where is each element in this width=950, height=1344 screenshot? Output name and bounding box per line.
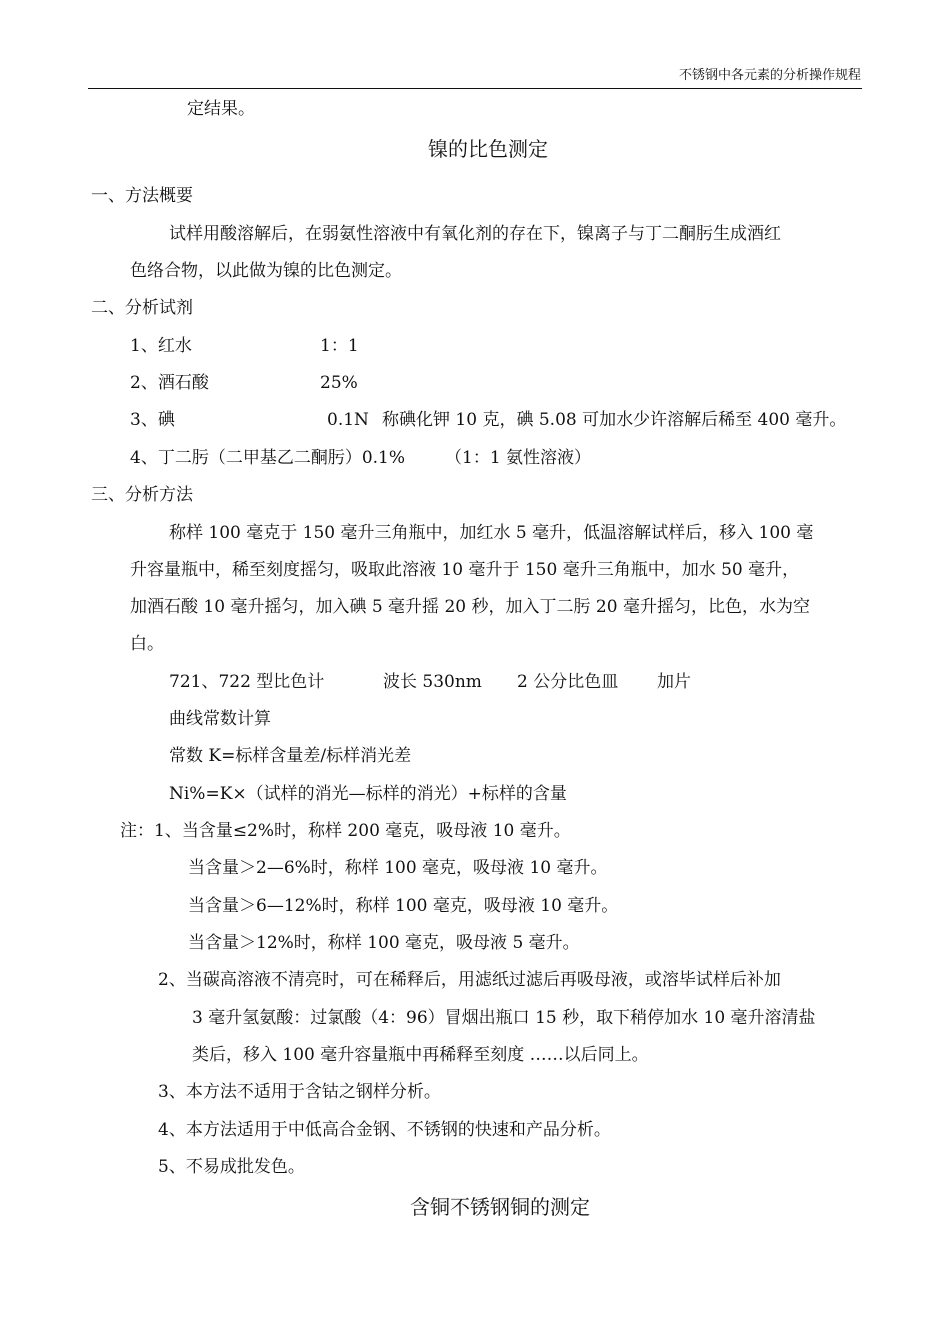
section-title: 镍的比色测定 [428, 137, 548, 161]
nickel-formula: Ni%=K×（试样的消光—标样的消光）+标样的含量 [169, 784, 567, 804]
note-2-line-3: 类后，移入 100 毫升容量瓶中再稀释至刻度 ……以后同上。 [192, 1045, 649, 1065]
note-2-line-2: 3 毫升氢氨酸：过氯酸（4：96）冒烟出瓶口 15 秒，取下稍停加水 10 毫升溶清盐 [192, 1008, 816, 1028]
procedure-line-1: 称样 100 毫克于 150 毫升三角瓶中，加红水 5 毫升，低温溶解试样后，移入 100 毫 [169, 523, 814, 543]
instrument-cuvette: 2 公分比色皿 [517, 672, 619, 692]
procedure-line-3: 加酒石酸 10 毫升摇匀，加入碘 5 毫升摇 20 秒，加入丁二肟 20 毫升摇匀，比色，水为空 [130, 597, 810, 617]
constant-definition: 常数 K=标样含量差/标样消光差 [169, 746, 412, 766]
instrument-wavelength: 波长 530nm [383, 672, 482, 692]
running-header: 不锈钢中各元素的分析操作规程 [678, 68, 861, 83]
reagent-2-value: 25% [320, 373, 358, 393]
next-section-title: 含铜不锈钢铜的测定 [410, 1195, 590, 1219]
reagent-1-value: 1：1 [320, 336, 359, 356]
instrument-model: 721、722 型比色计 [169, 672, 325, 692]
reagent-3-name: 3、碘 [130, 410, 175, 430]
reagent-3-value: 0.1N [327, 410, 369, 430]
heading-method-summary: 一、方法概要 [91, 186, 193, 206]
curve-constant-heading: 曲线常数计算 [169, 709, 271, 729]
reagent-3-description: 称碘化钾 10 克，碘 5.08 可加水少许溶解后稀至 400 毫升。 [382, 410, 847, 430]
heading-reagents: 二、分析试剂 [91, 298, 193, 318]
carryover-text: 定结果。 [187, 99, 255, 119]
note-1-line-2: 当含量＞2—6%时，称样 100 毫克，吸母液 10 毫升。 [188, 858, 608, 878]
instrument-filter: 加片 [657, 672, 691, 692]
note-5: 5、不易成批发色。 [158, 1157, 305, 1177]
note-1-line-1: 注：1、当含量≤2%时，称样 200 毫克，吸母液 10 毫升。 [120, 821, 571, 841]
heading-procedure: 三、分析方法 [91, 485, 193, 505]
note-1-line-4: 当含量＞12%时，称样 100 毫克，吸母液 5 毫升。 [188, 933, 580, 953]
note-1-line-3: 当含量＞6—12%时，称样 100 毫克，吸母液 10 毫升。 [188, 896, 619, 916]
note-2-line-1: 2、当碳高溶液不清亮时，可在稀释后，用滤纸过滤后再吸母液，或溶毕试样后补加 [158, 970, 781, 990]
reagent-4-name: 4、丁二肟（二甲基乙二酮肟）0.1% [130, 448, 406, 468]
summary-line-1: 试样用酸溶解后，在弱氨性溶液中有氧化剂的存在下，镍离子与丁二酮肟生成酒红 [169, 224, 781, 244]
procedure-line-2: 升容量瓶中，稀至刻度摇匀，吸取此溶液 10 毫升于 150 毫升三角瓶中，加水 50 毫升， [130, 560, 800, 580]
header-rule [88, 88, 862, 89]
procedure-line-4: 白。 [130, 634, 164, 654]
reagent-1-name: 1、红水 [130, 336, 192, 356]
note-4: 4、本方法适用于中低高合金钢、不锈钢的快速和产品分析。 [158, 1120, 611, 1140]
reagent-2-name: 2、酒石酸 [130, 373, 209, 393]
note-3: 3、本方法不适用于含钴之钢样分析。 [158, 1082, 441, 1102]
reagent-4-note: （1：1 氨性溶液） [445, 448, 592, 468]
summary-line-2: 色络合物，以此做为镍的比色测定。 [130, 261, 402, 281]
